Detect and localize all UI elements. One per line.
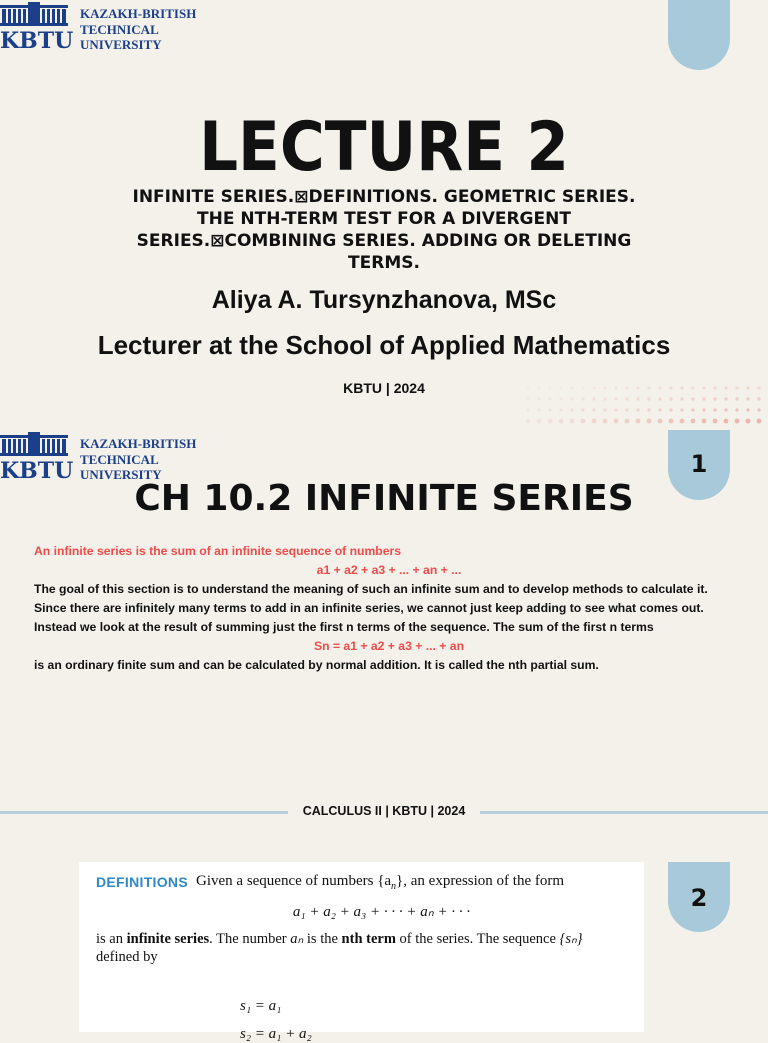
partial-sum-eq-1: s₁ = a₁	[240, 998, 282, 1014]
decorative-dot	[702, 419, 707, 424]
page-number: 2	[690, 884, 708, 912]
title-slide	[0, 0, 768, 430]
logo-abbr: KBTU	[0, 28, 74, 54]
decorative-dot	[559, 397, 562, 400]
logo-name-line: KAZAKH-BRITISH	[80, 6, 197, 21]
body-text: . The number	[209, 931, 291, 947]
decorative-dot	[548, 419, 553, 424]
decorative-dot	[614, 419, 619, 424]
decorative-dot	[658, 419, 663, 424]
decorative-dot	[625, 408, 628, 411]
decorative-dot	[669, 419, 674, 424]
logo-abbr: KBTU	[0, 458, 74, 484]
partial-sum-formula: Sn = a1 + a2 + a3 + ... + an	[313, 639, 465, 653]
sequence-subscript: n	[391, 881, 397, 892]
slide-body	[34, 542, 744, 675]
slide-footer-bar	[0, 804, 768, 818]
definition-intro	[196, 873, 564, 892]
decorative-dot	[581, 386, 584, 389]
content-slide-2	[0, 830, 768, 1042]
decorative-dot	[603, 408, 606, 411]
decorative-dot	[647, 386, 650, 389]
decorative-dot	[680, 397, 683, 400]
decorative-dot	[570, 386, 573, 389]
sequence-symbol: {a	[377, 873, 392, 889]
decorative-dot	[603, 397, 606, 400]
decorative-dot	[757, 408, 760, 411]
logo-name-line: UNIVERSITY	[80, 467, 162, 482]
decorative-dot	[757, 419, 762, 424]
decorative-dot	[746, 408, 749, 411]
decorative-dot	[735, 419, 740, 424]
decorative-dot	[592, 386, 595, 389]
decorative-dot	[537, 419, 542, 424]
decorative-dot	[735, 397, 738, 400]
textbook-excerpt	[79, 862, 644, 1042]
decorative-dot	[625, 397, 628, 400]
decorative-dot	[669, 397, 672, 400]
subtitle-line: THE NTH-TERM TEST FOR A DIVERGENT	[197, 209, 571, 229]
decorative-dot	[537, 397, 540, 400]
paragraph-line: Since there are infinitely many terms to add in an infinite series, we cannot just keep adding to see what comes out.	[34, 601, 704, 615]
decorative-dot	[592, 419, 597, 424]
body-text: is an	[96, 931, 127, 947]
paragraph-line: Instead we look at the result of summing just the first n terms of the sequence. The sum of the first n terms	[34, 620, 654, 634]
content-slide-1	[0, 430, 768, 830]
decorative-dot	[581, 408, 584, 411]
decorative-dot	[548, 397, 551, 400]
author-name: Aliya A. Tursynzhanova, MSc	[211, 286, 557, 314]
decorative-dot	[526, 386, 529, 389]
university-building-icon	[0, 432, 68, 456]
decorative-dot	[724, 408, 727, 411]
series-expression	[79, 902, 644, 921]
logo-name-line: UNIVERSITY	[80, 37, 162, 52]
decorative-dot	[526, 408, 529, 411]
decorative-dot	[559, 408, 562, 411]
series-expression-text: a₁ + a₂ + a₃ + · · · + aₙ + · · ·	[292, 904, 471, 920]
page-tab	[668, 0, 730, 70]
term-nth-term: nth term	[341, 931, 396, 947]
decorative-dot	[559, 386, 562, 389]
decorative-dot	[757, 397, 760, 400]
decorative-dot	[735, 408, 738, 411]
logo-name-line: TECHNICAL	[80, 21, 159, 37]
term-infinite-series: infinite series	[126, 931, 210, 947]
decorative-dot	[680, 408, 683, 411]
definitions-heading: DEFINITIONS	[96, 874, 188, 890]
decorative-dot	[757, 386, 760, 389]
decorative-dot	[724, 419, 729, 424]
partial-sum-eq-2: s₂ = a₁ + a₂	[240, 1026, 312, 1042]
decorative-dot	[724, 386, 727, 389]
body-text: of the series. The sequence	[395, 931, 560, 947]
university-building-icon	[0, 2, 68, 26]
decorative-dot	[592, 397, 595, 400]
lecture-title: LECTURE 2	[199, 108, 569, 187]
author-role: Lecturer at the School of Applied Mathematics	[97, 330, 671, 360]
decorative-dot	[669, 408, 672, 411]
decorative-dot	[526, 419, 531, 424]
nth-term-symbol: aₙ	[290, 931, 304, 947]
decorative-dot	[713, 397, 716, 400]
decorative-dots	[520, 382, 768, 432]
page-number: 1	[690, 450, 708, 478]
page-number-tab	[668, 862, 730, 932]
decorative-dot	[746, 397, 749, 400]
decorative-dot	[603, 419, 608, 424]
subtitle-line: SERIES.⊠COMBINING SERIES. ADDING OR DELETING	[136, 231, 632, 251]
decorative-dot	[526, 397, 529, 400]
chapter-title: CH 10.2 INFINITE SERIES	[134, 478, 634, 519]
decorative-dot	[680, 419, 685, 424]
body-text: defined by	[96, 949, 158, 965]
intro-text: , an expression of the form	[403, 873, 565, 889]
decorative-dot	[581, 419, 586, 424]
decorative-dot	[647, 397, 650, 400]
decorative-dot	[636, 408, 639, 411]
decorative-dot	[691, 397, 694, 400]
decorative-dot	[691, 386, 694, 389]
decorative-dot	[581, 397, 584, 400]
decorative-dot	[658, 397, 661, 400]
paragraph-line: The goal of this section is to understand the meaning of such an infinite sum and to develop methods to calculate it.	[34, 582, 708, 596]
decorative-dot	[592, 408, 595, 411]
closing-line: is an ordinary finite sum and can be calculated by normal addition. It is called the nth partial sum.	[34, 658, 599, 672]
logo-name-line: KAZAKH-BRITISH	[80, 436, 197, 451]
decorative-dot	[614, 408, 617, 411]
decorative-dot	[537, 408, 540, 411]
series-formula: a1 + a2 + a3 + ... + an + ...	[316, 563, 462, 577]
intro-text: Given a sequence of numbers	[196, 873, 378, 889]
decorative-dot	[691, 408, 694, 411]
decorative-dot	[548, 408, 551, 411]
decorative-dot	[570, 419, 575, 424]
decorative-dot	[636, 386, 639, 389]
decorative-dot	[658, 386, 661, 389]
decorative-dot	[614, 397, 617, 400]
decorative-dot	[570, 408, 573, 411]
slide-footer: KBTU | 2024	[343, 380, 425, 396]
decorative-dot	[702, 386, 705, 389]
partial-sum-sequence: {sₙ}	[559, 931, 583, 947]
decorative-dot	[724, 397, 727, 400]
decorative-dot	[713, 408, 716, 411]
decorative-dot	[702, 408, 705, 411]
kbtu-logo	[0, 2, 220, 58]
subtitle-line: INFINITE SERIES.⊠DEFINITIONS. GEOMETRIC SERIES.	[132, 187, 636, 207]
decorative-dot	[713, 386, 716, 389]
decorative-dot	[614, 386, 617, 389]
lecture-subtitle	[124, 186, 644, 274]
subtitle-line: TERMS.	[348, 253, 420, 273]
decorative-dot	[603, 386, 606, 389]
decorative-dot	[625, 419, 630, 424]
sequence-close: }	[396, 873, 404, 889]
decorative-dot	[746, 419, 751, 424]
logo-university-name	[80, 6, 196, 53]
decorative-dot	[647, 419, 652, 424]
decorative-dot	[735, 386, 738, 389]
logo-university-name	[80, 436, 196, 483]
decorative-dot	[647, 408, 650, 411]
decorative-dot	[636, 397, 639, 400]
definition-body	[96, 930, 626, 966]
slide-footer: CALCULUS II | KBTU | 2024	[302, 804, 466, 818]
decorative-dot	[636, 419, 641, 424]
decorative-dot	[548, 386, 551, 389]
decorative-dot	[559, 419, 564, 424]
decorative-dot	[713, 419, 718, 424]
decorative-dot	[691, 419, 696, 424]
decorative-dot	[746, 386, 749, 389]
intro-statement: An infinite series is the sum of an infinite sequence of numbers	[34, 544, 402, 558]
decorative-dot	[669, 386, 672, 389]
body-text: is the	[303, 931, 342, 947]
decorative-dot	[570, 397, 573, 400]
decorative-dot	[680, 386, 683, 389]
decorative-dot	[702, 397, 705, 400]
decorative-dot	[625, 386, 628, 389]
decorative-dot	[537, 386, 540, 389]
decorative-dot	[658, 408, 661, 411]
logo-name-line: TECHNICAL	[80, 451, 159, 467]
